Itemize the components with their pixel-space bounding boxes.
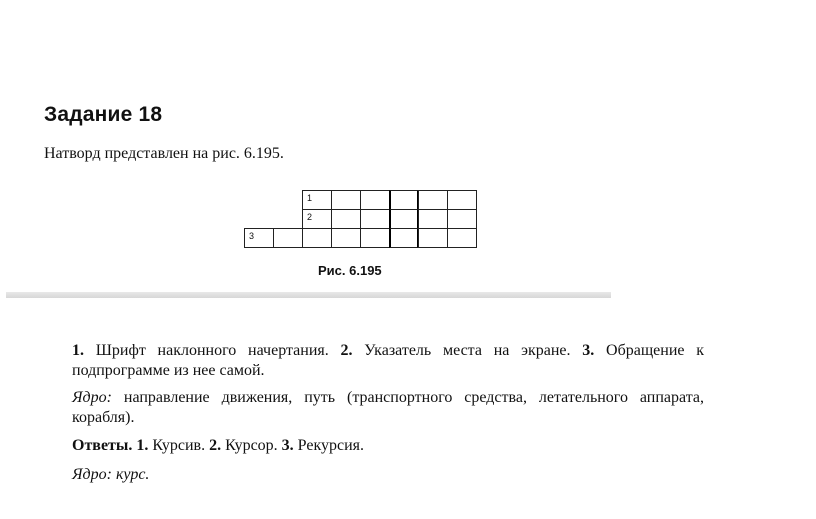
task-heading: Задание 18 bbox=[44, 103, 163, 126]
crossword-cell bbox=[331, 190, 361, 210]
crossword-cell bbox=[273, 228, 303, 248]
core-label: Ядро: bbox=[72, 389, 112, 406]
crossword-grid bbox=[244, 190, 482, 250]
core-text: направление движения, путь (транспортного средства, летательного аппарата, корабля). bbox=[72, 389, 704, 426]
clue-2-number: 2. bbox=[340, 342, 353, 359]
answer-2-text: Курсор. bbox=[221, 437, 282, 454]
crossword-cell bbox=[418, 190, 448, 210]
crossword-cell bbox=[389, 190, 419, 210]
answer-1-number: 1. bbox=[136, 437, 149, 454]
crossword-number: 3 bbox=[249, 231, 255, 241]
crossword-cell bbox=[360, 228, 390, 248]
answer-1-text: Курсив. bbox=[148, 437, 210, 454]
clues-paragraph bbox=[72, 341, 704, 381]
crossword-cell bbox=[447, 228, 477, 248]
clue-2-text: Указатель места на экране. bbox=[352, 342, 583, 359]
crossword-cell bbox=[302, 228, 332, 248]
figure-caption: Рис. 6.195 bbox=[318, 263, 382, 278]
crossword-cell bbox=[331, 209, 361, 229]
clue-1-text: Шрифт наклонного начертания. bbox=[84, 342, 341, 359]
crossword-cell bbox=[389, 228, 419, 248]
clue-1-number: 1. bbox=[72, 342, 84, 359]
intro-text: Натворд представлен на рис. 6.195. bbox=[44, 145, 284, 162]
clue-3-number: 3. bbox=[582, 342, 595, 359]
crossword-cell bbox=[302, 209, 332, 229]
answers-paragraph bbox=[72, 436, 704, 456]
core-answer bbox=[72, 465, 704, 485]
answer-3-number: 3. bbox=[281, 437, 294, 454]
divider bbox=[6, 292, 611, 298]
crossword-cell bbox=[302, 190, 332, 210]
crossword-cell bbox=[360, 190, 390, 210]
core-answer-text: Ядро: курс. bbox=[72, 466, 150, 483]
crossword-cell bbox=[331, 228, 361, 248]
core-paragraph bbox=[72, 388, 704, 428]
crossword-cell bbox=[447, 190, 477, 210]
crossword-cell bbox=[244, 228, 274, 248]
crossword-cell bbox=[418, 209, 448, 229]
answers-label: Ответы. bbox=[72, 437, 133, 454]
crossword-number: 1 bbox=[307, 193, 313, 203]
crossword-cell bbox=[389, 209, 419, 229]
crossword-cell bbox=[418, 228, 448, 248]
answer-2-number: 2. bbox=[209, 437, 222, 454]
clue-3-text: Обращение к подпрограмме из нее самой. bbox=[72, 342, 705, 379]
crossword-number: 2 bbox=[307, 212, 313, 222]
crossword-cell bbox=[447, 209, 477, 229]
answer-3-text: Рекурсия. bbox=[293, 437, 365, 454]
crossword-cell bbox=[360, 209, 390, 229]
